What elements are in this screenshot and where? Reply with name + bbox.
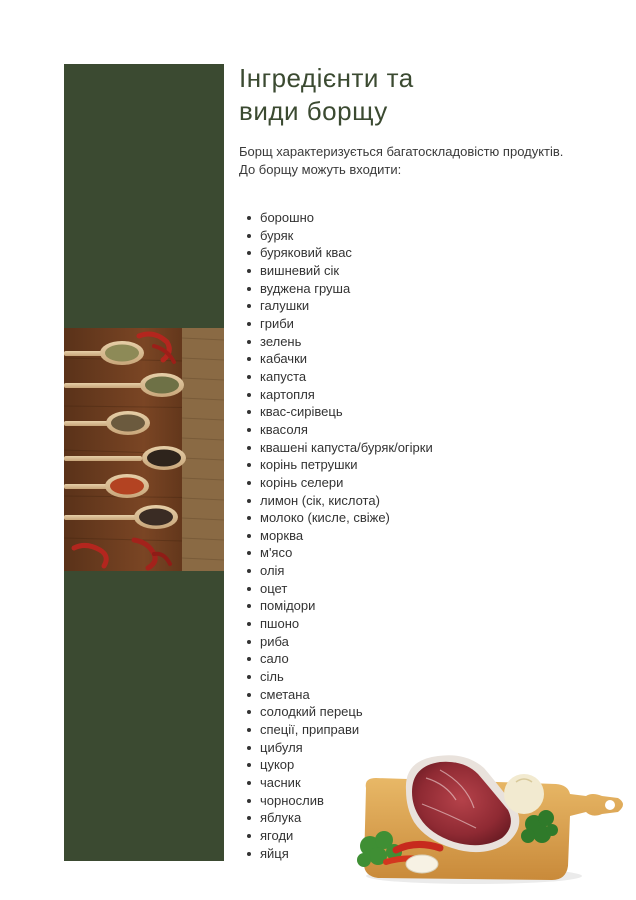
list-item: корінь петрушки (260, 456, 433, 474)
list-item: буряк (260, 227, 433, 245)
list-item: капуста (260, 368, 433, 386)
list-item: кабачки (260, 350, 433, 368)
list-item: м'ясо (260, 544, 433, 562)
list-item: корінь селери (260, 474, 433, 492)
spice-spoons-image (64, 328, 224, 571)
list-item: борошно (260, 209, 433, 227)
list-item: лимон (сік, кислота) (260, 492, 433, 510)
meat-board-image (356, 748, 628, 888)
page-title (239, 62, 414, 128)
list-item: солодкий перець (260, 703, 433, 721)
list-item: ягоди (260, 827, 433, 845)
list-item: цукор (260, 756, 433, 774)
list-item: спеції, приправи (260, 721, 433, 739)
list-item: гриби (260, 315, 433, 333)
intro-text (239, 143, 569, 178)
list-item: вуджена груша (260, 280, 433, 298)
list-item: морква (260, 527, 433, 545)
list-item: буряковий квас (260, 244, 433, 262)
list-item: квашені капуста/буряк/огірки (260, 439, 433, 455)
list-item: зелень (260, 333, 433, 351)
list-item: сметана (260, 686, 433, 704)
title-line-2: види борщу (239, 96, 388, 126)
list-item: сіль (260, 668, 433, 686)
list-item: сало (260, 650, 433, 668)
list-item: цибуля (260, 739, 433, 757)
list-item: оцет (260, 580, 433, 598)
list-item: картопля (260, 386, 433, 404)
list-item: пшоно (260, 615, 433, 633)
list-item: яйця (260, 845, 433, 863)
list-item: олія (260, 562, 433, 580)
intro-line-1: Борщ характеризується багатоскладовістю продуктів. (239, 144, 564, 159)
list-item: вишневий сік (260, 262, 433, 280)
list-item: молоко (кисле, свіже) (260, 509, 433, 527)
list-item: яблука (260, 809, 433, 827)
intro-line-2: До борщу можуть входити: (239, 161, 402, 177)
list-item: помідори (260, 597, 433, 615)
list-item: часник (260, 774, 433, 792)
list-item: галушки (260, 297, 433, 315)
title-line-1: Інгредієнти та (239, 63, 414, 93)
list-item: риба (260, 633, 433, 651)
list-item: чорнослив (260, 792, 433, 810)
list-item: квасоля (260, 421, 433, 439)
list-item: квас-сирівець (260, 403, 433, 421)
